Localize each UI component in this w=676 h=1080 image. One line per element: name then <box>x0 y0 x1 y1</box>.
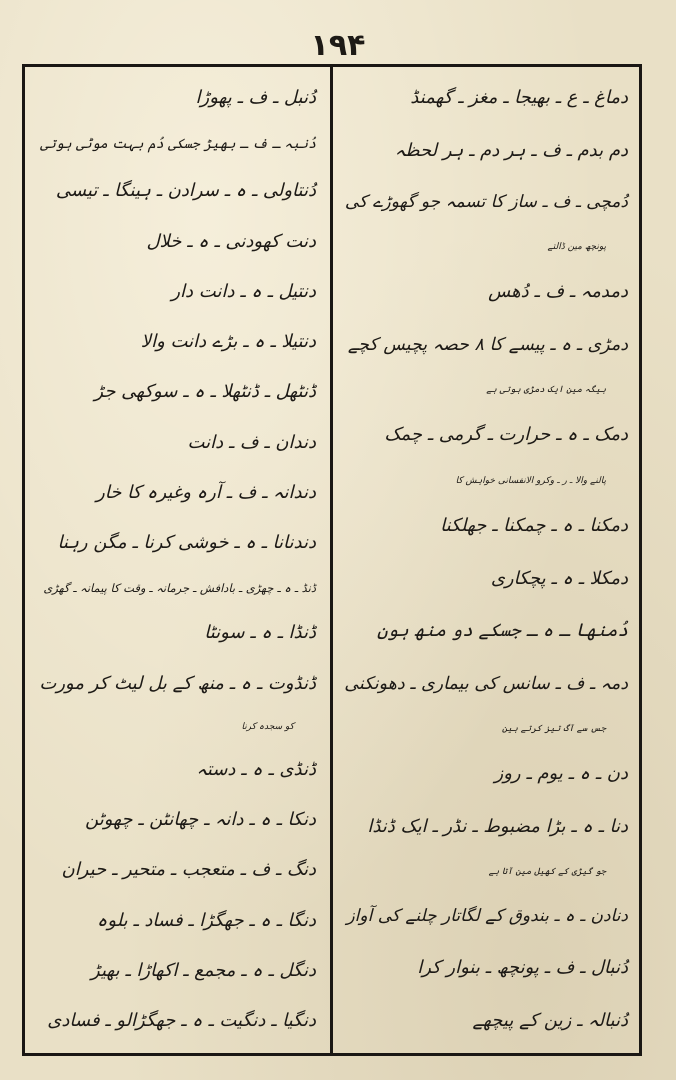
entry: دنگا ـ ہ ـ جھگڑا ـ فساد ـ بلوہ <box>96 909 316 931</box>
entry: دن ـ ہ ـ یوم ـ روز <box>494 762 628 784</box>
entry: دُمچی ـ ف ـ ساز کا تسمہ جو گھوڑے کی <box>344 192 628 213</box>
entry: دمڑی ـ ہ ـ پیسے کا ۸ حصہ پچیس کچے <box>347 335 628 356</box>
entry-continuation: پالنے والا ـ ر ـ وکرو الانفسانی خواہش کا <box>455 475 606 486</box>
entry: ڈنڈوت ـ ہ ـ منھ کے بل لیٹ کر مورت <box>39 672 316 694</box>
entry-continuation: جس سے آگ تیز کرتے ہین <box>502 723 606 734</box>
entry: دماغ ـ ع ـ بھیجا ـ مغز ـ گھمنڈ <box>410 87 628 108</box>
entry: دُنبالہ ـ زین کے پیچھے <box>472 1010 628 1032</box>
entry: دمدمہ ـ ف ـ دُھس <box>488 281 628 303</box>
entry: دنتیل ـ ہ ـ دانت دار <box>171 280 316 302</box>
entry: دنت کھودنی ـ ہ ـ خلال <box>146 230 316 252</box>
entry: ڈنڈی ـ ہ ـ دستہ <box>196 758 316 780</box>
entry-continuation: پونچھ مین ڈالتے <box>547 242 606 253</box>
entry: دنکا ـ ہ ـ دانہ ـ چھانٹن ـ چھوٹن <box>85 808 316 830</box>
entry: دم بدم ـ ف ـ ہر دم ـ ہر لحظہ <box>394 139 628 161</box>
entry: دنگ ـ ف ـ متعجب ـ متحیر ـ حیران <box>61 859 316 881</box>
entry: دنگیا ـ دنگیت ـ ہ ـ جھگڑالو ـ فسادی <box>47 1010 316 1032</box>
entry: دُنبال ـ ف ـ پونچھ ـ بنوار کرا <box>417 957 628 979</box>
entry: ڈنڈ ـ ہ ـ چھڑی ـ بادافش ـ جرمانہ ـ وقت کا پیمانہ ـ گھڑی <box>43 581 316 596</box>
entry: دنادن ـ ہ ـ بندوق کے لگاتار چلنے کی آواز <box>346 906 628 927</box>
page-number: ۱۹۴ <box>310 28 366 63</box>
column-divider <box>330 64 333 1056</box>
entry: دندان ـ ف ـ دانت <box>187 431 316 453</box>
entry-continuation: جو گیڑی کے کھیل مین آتا ہے <box>488 867 606 878</box>
entry-continuation: بیگہ مین ایک دمڑی ہوتی ہے <box>486 384 606 395</box>
entry: دمک ـ ہ ـ حرارت ـ گرمی ـ چمک <box>384 424 628 446</box>
entry-continuation: کو سجدہ کرنا <box>241 721 294 732</box>
entry: دمکلا ـ ہ ـ پچکاری <box>490 567 628 589</box>
entry: ڈنڈا ـ ہ ـ سونٹا <box>204 622 316 644</box>
entry: دُنبہ ـ ف ـ بھیڑ جسکی دُم بہت موٹی ہوتی <box>40 136 316 153</box>
left-column <box>30 74 324 1044</box>
entry: دُمنھا ـ ہ ـ جسکے دو منھ ہون <box>377 620 628 642</box>
entry: دُنبل ـ ف ـ پھوڑا <box>195 87 316 108</box>
entry: دمہ ـ ف ـ سانس کی بیماری ـ دھونکنی <box>344 673 628 694</box>
entry: دمکنا ـ ہ ـ چمکنا ـ جھلکنا <box>440 515 628 536</box>
entry: ڈنٹھل ـ ڈنٹھلا ـ ہ ـ سوکھی جڑ <box>94 381 316 403</box>
entry: دُنتاولی ـ ہ ـ سرادن ـ ہینگا ـ تیسی <box>55 180 316 202</box>
entry: دندانہ ـ ف ـ آرہ وغیرہ کا خار <box>96 481 316 503</box>
right-column <box>338 74 636 1044</box>
entry: دنگل ـ ہ ـ مجمع ـ اکھاڑا ـ بھیڑ <box>91 959 316 981</box>
entry: دنا ـ ہ ـ بڑا مضبوط ـ نڈر ـ ایک ڈنڈا <box>367 815 628 837</box>
entry: دنتیلا ـ ہ ـ بڑے دانت والا <box>140 331 316 353</box>
entry: دندنانا ـ ہ ـ خوشی کرنا ـ مگن رہنا <box>57 532 316 554</box>
